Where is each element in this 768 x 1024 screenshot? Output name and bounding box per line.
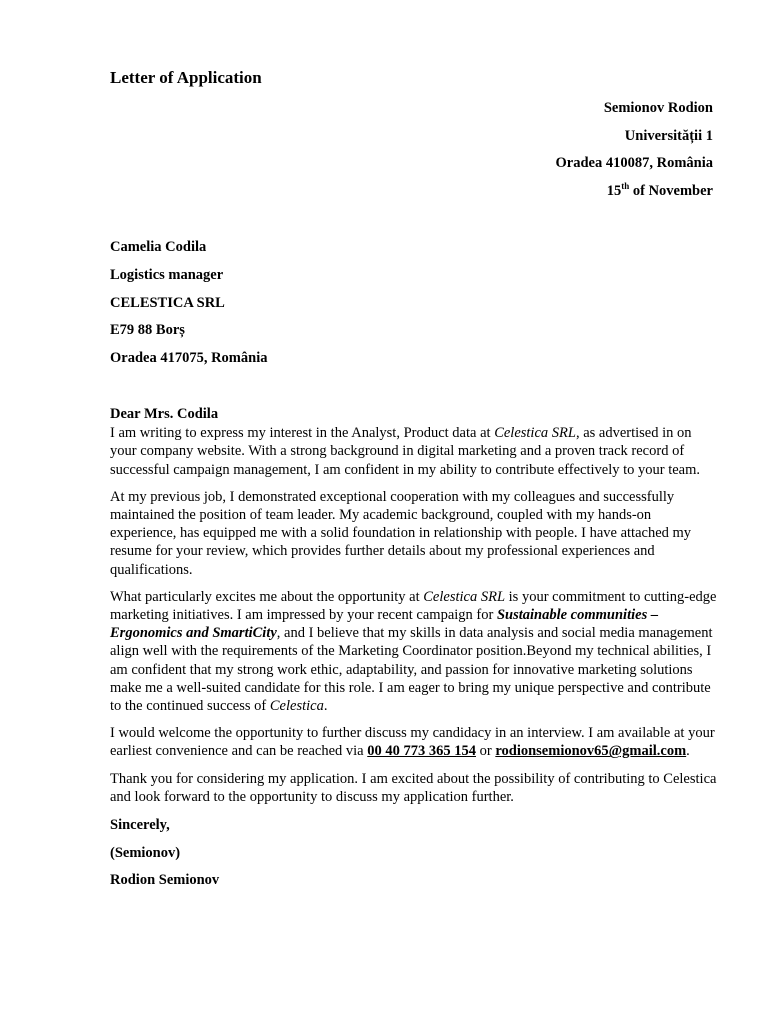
date-month: of November <box>629 183 713 200</box>
recipient-street: E79 88 Borș <box>110 322 185 339</box>
paragraph-experience: At my previous job, I demonstrated exceptional cooperation with my colleagues and successfully maintained the position of team leader. My academic background, coupled with my hands-on experience, has equipped me with a solid foundation in relationship with people. I have attached my resume for your review, which provides further details about my professional experiences and qualifications. <box>110 488 692 578</box>
paragraph-motivation <box>110 588 720 715</box>
p4-text-c: . <box>686 743 690 760</box>
p1-text-a: I am writing to express my interest in the Analyst, Product data at <box>110 425 495 442</box>
date-suffix: th <box>621 181 630 192</box>
p1-text-b: , as advertised in on your company website. With a strong background in digital marketing and a proven track record of successful campaign management, I am confident in my ability to contribute effectively to your team. <box>110 425 701 478</box>
paragraph-intro <box>110 424 720 479</box>
p4-text-b: or <box>475 743 496 760</box>
p3-company-2: Celestica <box>269 698 324 715</box>
signature: (Semionov) <box>110 844 181 861</box>
sender-city: Oradea 410087, România <box>555 155 713 172</box>
p1-company: Celestica SRL <box>494 425 576 442</box>
p3-campaign: Sustainable communities – Ergonomics and SmartiCity <box>110 607 659 642</box>
p4-text-a: I would welcome the opportunity to further discuss my candidacy in an interview. I am available at your earliest convenience and can be reached via <box>110 725 715 760</box>
paragraph-thanks: Thank you for considering my application. I am excited about the possibility of contributing to Celestica and look forward to the opportunity to discuss my application further. <box>110 770 717 805</box>
closing: Sincerely, <box>110 817 170 834</box>
sender-street: Universității 1 <box>624 127 713 144</box>
recipient-city: Oradea 417075, România <box>110 350 268 367</box>
sender-name: Semionov Rodion <box>603 100 713 116</box>
email-link[interactable]: rodionsemionov65@gmail.com <box>495 743 687 760</box>
p3-text-a: What particularly excites me about the opportunity at <box>110 588 424 605</box>
p3-text-d: . <box>323 698 328 715</box>
sender-block <box>556 98 713 209</box>
recipient-block <box>110 237 267 376</box>
letter-title: Letter of Application <box>110 68 262 87</box>
recipient-name: Camelia Codila <box>110 239 207 255</box>
letter-body <box>110 405 720 898</box>
signer-name: Rodion Semionov <box>110 872 220 889</box>
phone-link[interactable]: 00 40 773 365 154 <box>367 743 476 760</box>
p3-company: Celestica SRL <box>423 588 506 605</box>
recipient-company: CELESTICA SRL <box>110 294 225 311</box>
p3-text-c: , and I believe that my skills in data analysis and social media management align well with the requirements of the Marketing Coordinator position.Beyond my technical abilities, I am confident that my strong work ethic, adaptability, and passion for innovative marketing solutions make me a well-suited candidate for this role. I am eager to bring my unique perspective and contribute to the continued success of <box>110 625 713 715</box>
p3-text-b: is your commitment to cutting-edge marketing initiatives. I am impressed by your recent campaign for <box>110 588 717 624</box>
recipient-role: Logistics manager <box>110 266 224 283</box>
letter-date <box>556 181 713 209</box>
date-day: 15 <box>606 183 622 200</box>
paragraph-contact <box>110 724 720 760</box>
salutation: Dear Mrs. Codila <box>110 406 219 422</box>
